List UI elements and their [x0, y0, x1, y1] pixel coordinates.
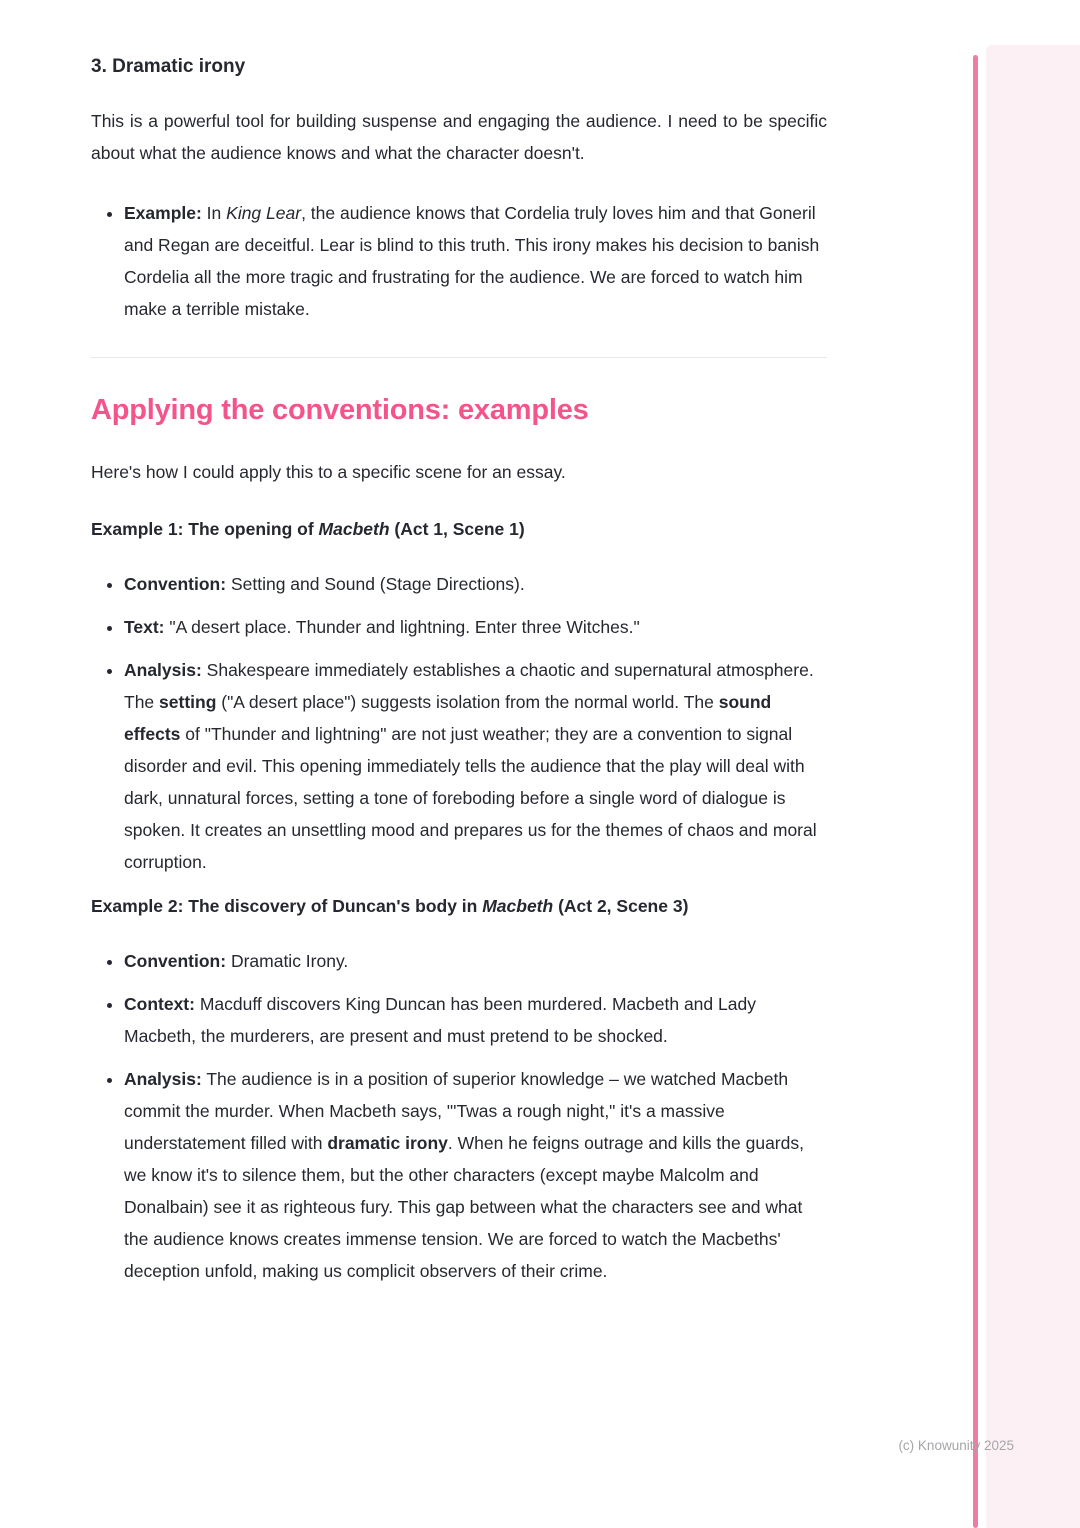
paragraph-dramatic-irony-intro: This is a powerful tool for building suspense and engaging the audience. I need to be specific about what the audience knows and what the character doesn't. — [91, 111, 827, 163]
list-item-example2-context: • Context: Macduff discovers King Duncan has been murdered. Macbeth and Lady Macbeth, the murderers, are present and must pretend to be shocked. — [124, 988, 827, 1052]
list-item-example1-text: • Text: "A desert place. Thunder and lightning. Enter three Witches." — [124, 611, 827, 643]
bullet-list-example-2 — [91, 945, 827, 1287]
heading-dramatic-irony: 3. Dramatic irony — [91, 56, 246, 77]
bullet-list-dramatic-irony — [91, 197, 827, 325]
paragraph-applying-intro: Here's how I could apply this to a specific scene for an essay. — [91, 462, 566, 482]
list-item-example1-analysis: • Analysis: Shakespeare immediately establishes a chaotic and supernatural atmosphere. The setting ("A desert place") suggests isolation from the normal world. The sound effects of "Thunder and lightning" are not just weather; they are a convention to signal disorder and evil. This opening immediately tells the audience that the play will deal with dark, unnatural forces, setting a tone of foreboding before a single word of dialogue is spoken. It creates an unsettling mood and prepares us for the themes of chaos and moral corruption. — [124, 654, 827, 878]
document-content — [91, 55, 827, 1298]
list-item-example2-analysis: • Analysis: The audience is in a position of superior knowledge – we watched Macbeth commit the murder. When Macbeth says, "'Twas a rough night," it's a massive understatement filled with dramatic irony. When he feigns outrage and kills the guards, we know it's to silence them, but the other characters (except maybe Malcolm and Donalbain) see it as righteous fury. This gap between what the characters see and what the audience knows creates immense tension. We are forced to watch the Macbeths' deception unfold, making us complicit observers of their crime. — [124, 1063, 827, 1287]
list-item-example1-convention: • Convention: Setting and Sound (Stage Directions). — [124, 568, 827, 600]
list-item-example-king-lear: • Example: In King Lear, the audience knows that Cordelia truly loves him and that Goneril and Regan are deceitful. Lear is blind to this truth. This irony makes his decision to banish Cordelia all the more tragic and frustrating for the audience. We are forced to watch him make a terrible mistake. — [124, 197, 827, 325]
bullet-list-example-1 — [91, 568, 827, 878]
knowunity-watermark: (c) Knowunity 2025 — [898, 1438, 1014, 1453]
heading-applying-conventions: Applying the conventions: examples — [91, 394, 589, 426]
list-item-example2-convention: • Convention: Dramatic Irony. — [124, 945, 827, 977]
page-edge-line — [973, 55, 978, 1528]
section-divider — [91, 357, 827, 358]
heading-example-1: Example 1: The opening of Macbeth (Act 1, Scene 1) — [91, 519, 525, 539]
heading-example-2: Example 2: The discovery of Duncan's body in Macbeth (Act 2, Scene 3) — [91, 896, 689, 916]
side-panel-background — [986, 45, 1080, 1528]
